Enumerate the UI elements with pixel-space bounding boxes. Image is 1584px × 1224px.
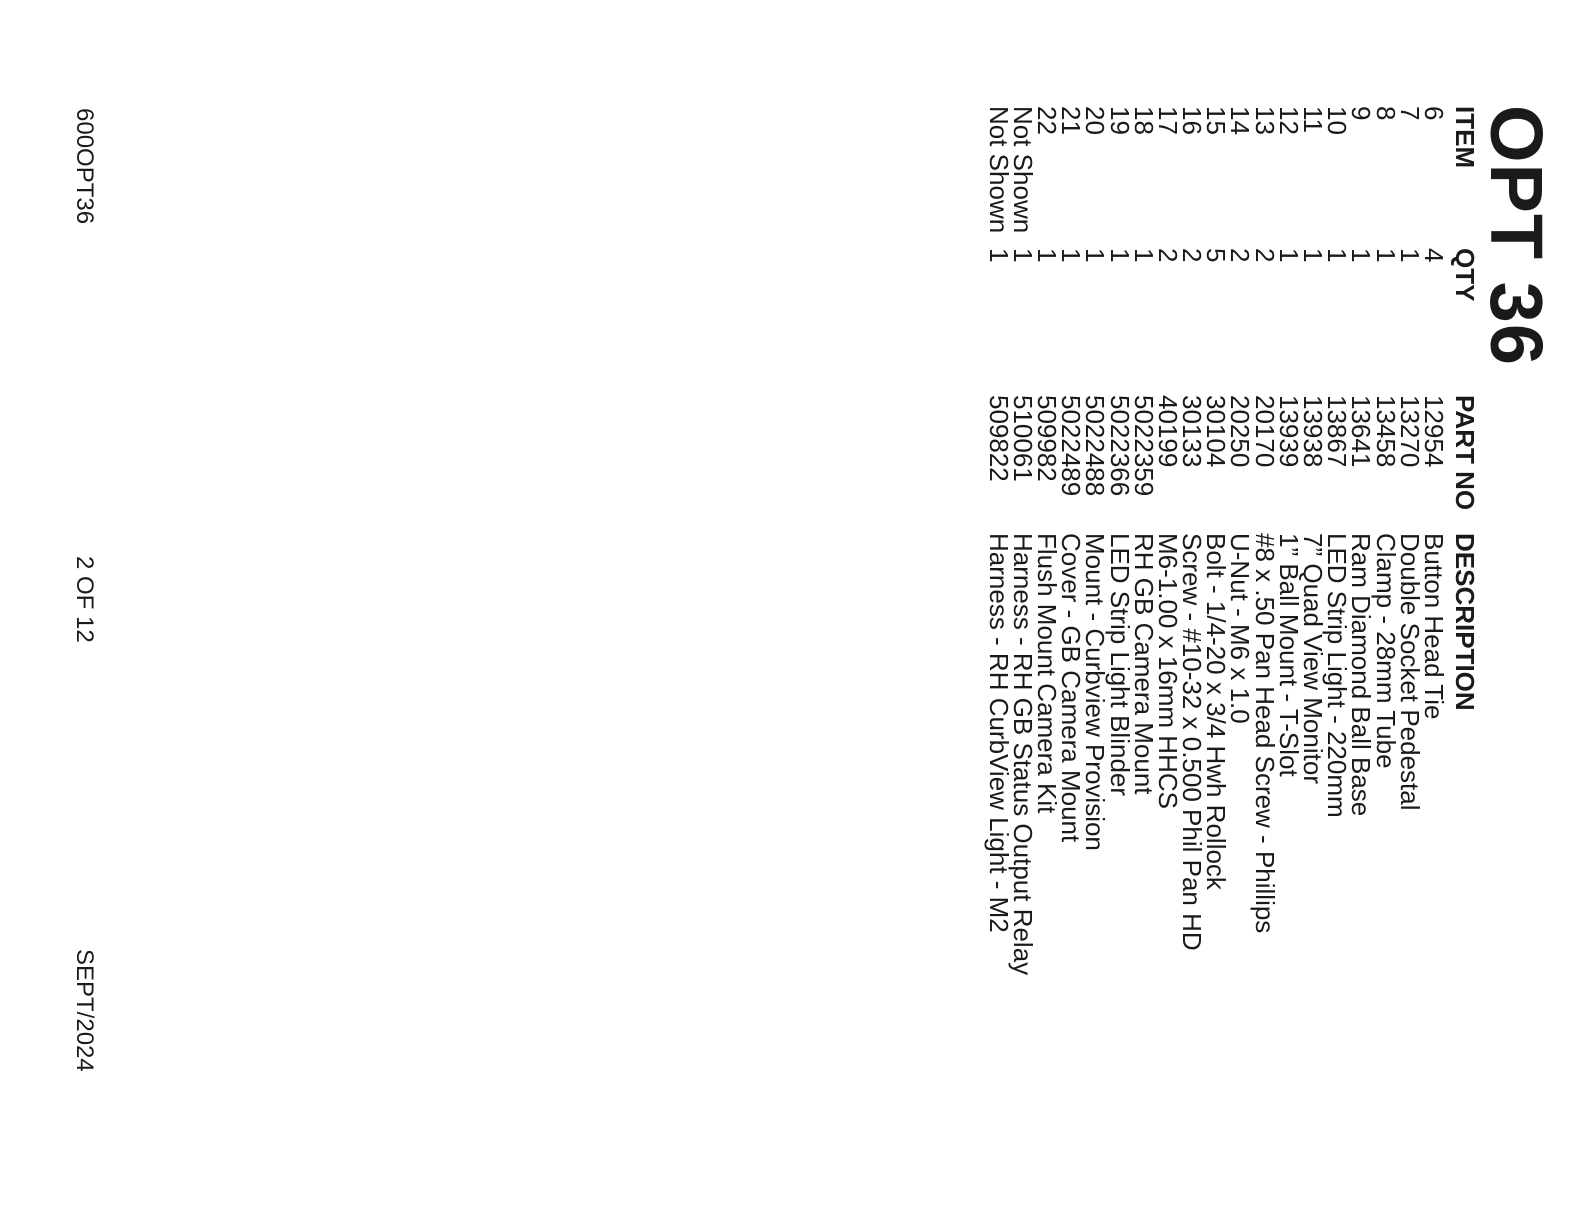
part-no-cell: 40199 (1152, 395, 1183, 468)
item-cell: 12 (1273, 106, 1304, 135)
item-cell: 18 (1128, 106, 1159, 135)
item-cells (983, 106, 1449, 234)
description-cell: Double Socket Pedestal (1394, 533, 1425, 811)
part-no-cell: 509822 (983, 395, 1014, 482)
description-cell: 7” Quad View Monitor (1298, 533, 1329, 784)
description-cell: Ram Diamond Ball Base (1346, 533, 1377, 817)
qty-cell: 1 (1298, 248, 1329, 263)
page-number: 2 OF 12 (71, 556, 98, 643)
page-title: OPT 36 (1475, 105, 1558, 366)
description-cell: U-Nut - M6 x 1.0 (1225, 533, 1256, 724)
item-cell: 8 (1370, 106, 1401, 121)
qty-cell: 1 (1128, 248, 1159, 263)
qty-cell: 1 (1007, 248, 1038, 263)
description-cell: LED Strip Light - 220mm (1322, 533, 1353, 818)
part-no-cell: 12954 (1419, 395, 1449, 468)
qty-cell: 1 (1080, 248, 1111, 263)
qty-cell: 1 (1394, 248, 1425, 263)
description-cell: M6-1.00 x 16mm HHCS (1152, 533, 1183, 809)
item-column-header: ITEM (1450, 106, 1480, 169)
part-no-column (983, 395, 1480, 511)
qty-cell: 4 (1419, 248, 1449, 263)
item-cell: Not Shown (983, 106, 1014, 234)
item-cell: 16 (1177, 106, 1208, 135)
qty-column-header: QTY (1450, 248, 1480, 302)
item-cell: 13 (1249, 106, 1280, 135)
qty-cell: 2 (1177, 248, 1208, 263)
description-cell: Cover - GB Camera Mount (1056, 533, 1087, 843)
part-no-cell: 5022359 (1128, 395, 1159, 497)
description-column-header: DESCRIPTION (1450, 533, 1480, 711)
description-cell: RH GB Camera Mount (1128, 533, 1159, 795)
item-cell: 15 (1201, 106, 1232, 135)
part-no-cell: 13938 (1298, 395, 1329, 468)
item-cell: 10 (1322, 106, 1353, 135)
part-no-cell: 30104 (1201, 395, 1232, 468)
qty-cell: 1 (1346, 248, 1377, 263)
part-no-cell: 20170 (1249, 395, 1280, 468)
description-column (983, 533, 1480, 976)
qty-column (983, 248, 1480, 302)
item-cell: 19 (1104, 106, 1135, 135)
part-no-cells (983, 395, 1449, 510)
qty-cell: 1 (1370, 248, 1401, 263)
item-cell: 22 (1032, 106, 1062, 135)
description-cell: Harness - RH GB Status Output Relay (1007, 533, 1038, 976)
description-cell: Harness - RH CurbView Light - M2 (983, 533, 1014, 933)
part-no-cell: 30133 (1177, 395, 1208, 468)
item-cell: 17 (1152, 106, 1183, 135)
revision-date: SEPT/2024 (71, 949, 98, 1072)
description-cell: #8 x .50 Pan Head Screw - Phillips (1249, 533, 1280, 934)
part-no-cell: 510061 (1007, 395, 1038, 482)
part-no-cell: 13458 (1370, 395, 1401, 468)
description-cell: Screw - #10-32 x 0.500 Phil Pan HD (1177, 533, 1208, 951)
item-cell: 9 (1346, 106, 1377, 121)
description-cell: LED Strip Light Blinder (1104, 533, 1135, 797)
description-cell: Clamp - 28mm Tube (1370, 533, 1401, 769)
part-no-cell: 509982 (1032, 395, 1062, 482)
item-cell: Not Shown (1007, 106, 1038, 234)
item-cell: 14 (1225, 106, 1256, 135)
qty-cell: 2 (1249, 248, 1280, 263)
qty-cell: 5 (1201, 248, 1232, 263)
part-no-cell: 13867 (1322, 395, 1353, 468)
item-cell: 6 (1419, 106, 1449, 121)
item-cell: 20 (1080, 106, 1111, 135)
qty-cell: 2 (1152, 248, 1183, 263)
part-no-cell: 20250 (1225, 395, 1256, 468)
qty-cell: 1 (1032, 248, 1062, 263)
item-cell: 21 (1056, 106, 1087, 135)
item-cell: 11 (1298, 106, 1329, 133)
qty-cells (983, 248, 1449, 301)
description-cell: 1” Ball Mount - T-Slot (1273, 533, 1304, 777)
document-code: 600OPT36 (71, 108, 98, 225)
qty-cell: 1 (983, 248, 1014, 263)
qty-cell: 1 (1322, 248, 1353, 263)
item-column (983, 106, 1480, 234)
part-no-cell: 5022366 (1104, 395, 1135, 497)
description-cells (983, 533, 1449, 976)
qty-cell: 1 (1056, 248, 1087, 263)
qty-cell: 1 (1104, 248, 1135, 263)
qty-cell: 2 (1225, 248, 1256, 263)
description-cell: Flush Mount Camera Kit (1032, 533, 1062, 814)
part-no-cell: 5022488 (1080, 395, 1111, 497)
description-cell: Button Head Tie (1419, 533, 1449, 720)
part-no-column-header: PART NO (1450, 395, 1480, 511)
description-cell: Mount - Curbview Provision (1080, 533, 1111, 851)
qty-cell: 1 (1273, 248, 1304, 263)
part-no-cell: 13641 (1346, 395, 1377, 468)
item-cell: 7 (1394, 106, 1425, 121)
part-no-cell: 13939 (1273, 395, 1304, 468)
part-no-cell: 13270 (1394, 395, 1425, 468)
part-no-cell: 5022489 (1056, 395, 1087, 497)
description-cell: Bolt - 1/4-20 x 3/4 Hwh Rollock (1201, 533, 1232, 890)
